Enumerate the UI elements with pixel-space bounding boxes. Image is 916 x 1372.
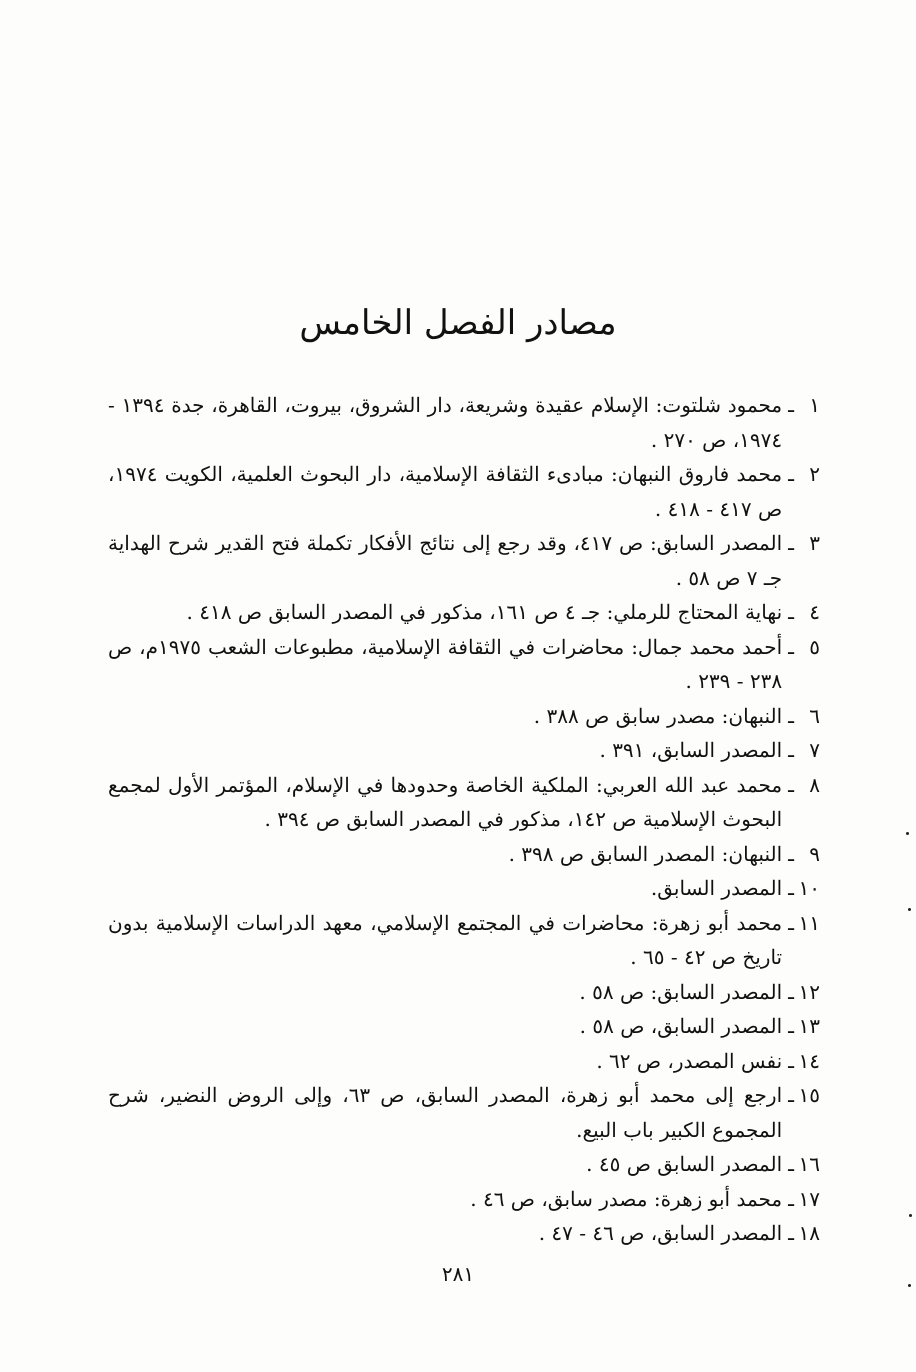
endnote <box>108 1216 820 1251</box>
endnote <box>108 526 820 595</box>
endnotes-list <box>108 388 820 1251</box>
endnote-text: محمد عبد الله العربي: الملكية الخاصة وحدودها في الإسلام، المؤتمر الأول لمجمع البحوث الإسلامية ص ١٤٢، مذكور في المصدر السابق ص ٣٩٤ . <box>108 772 783 831</box>
endnote-dash: ـ <box>788 1048 794 1073</box>
endnote-number: ٧ <box>809 738 820 762</box>
endnote-number: ٨ <box>809 772 820 797</box>
endnote-number: ١١ <box>798 910 820 935</box>
endnote <box>108 1044 820 1079</box>
endnote <box>108 1078 820 1147</box>
endnote-number: ٢ <box>809 462 820 486</box>
endnote-dash: ـ <box>788 634 794 659</box>
endnote-number: ٣ <box>809 531 820 555</box>
scan-speck <box>906 832 909 835</box>
endnote-number: ١٦ <box>798 1152 820 1176</box>
endnote-dash: ـ <box>788 772 794 797</box>
scan-speck <box>909 1214 912 1217</box>
endnote-number: ١ <box>809 393 820 417</box>
endnote-dash: ـ <box>788 600 794 624</box>
endnote <box>108 457 820 526</box>
endnote-dash: ـ <box>788 1014 794 1038</box>
endnote-text: محمد فاروق النبهان: مبادىء الثقافة الإسلامية، دار البحوث العلمية، الكويت ١٩٧٤، ص ٤١٧ - ٤١٨ . <box>108 462 783 521</box>
endnote <box>108 1147 820 1182</box>
endnote-number: ١٤ <box>798 1048 820 1073</box>
endnote-text: محمد أبو زهرة: محاضرات في المجتمع الإسلامي، معهد الدراسات الإسلامية بدون تاريخ ص ٤٢ - ٦٥ . <box>108 910 783 969</box>
endnote-text: المصدر السابق، ٣٩١ . <box>599 738 783 762</box>
endnote <box>108 906 820 975</box>
endnote-number: ٤ <box>809 600 820 624</box>
endnote-number: ٩ <box>809 841 820 866</box>
endnote-dash: ـ <box>788 876 794 900</box>
endnote-dash: ـ <box>788 462 794 486</box>
endnote-text: نهاية المحتاج للرملي: جـ ٤ ص ١٦١، مذكور في المصدر السابق ص ٤١٨ . <box>186 600 783 624</box>
endnote-text: النبهان: المصدر السابق ص ٣٩٨ . <box>508 841 783 866</box>
endnote <box>108 630 820 699</box>
endnote-number: ١٢ <box>798 979 820 1004</box>
endnote <box>108 871 820 906</box>
endnote-dash: ـ <box>788 1221 794 1245</box>
endnote-text: المصدر السابق: ص ٤١٧، وقد رجع إلى نتائج الأفكار تكملة فتح القدير شرح الهداية جـ ٧ ص ٥٨ . <box>108 531 783 590</box>
endnote <box>108 837 820 872</box>
endnote-number: ١٥ <box>798 1083 820 1107</box>
scan-speck <box>908 908 911 911</box>
endnote-text: النبهان: مصدر سابق ص ٣٨٨ . <box>533 703 783 728</box>
endnote-number: ١٧ <box>798 1186 820 1211</box>
endnote-dash: ـ <box>788 738 794 762</box>
endnote-dash: ـ <box>788 531 794 555</box>
endnote <box>108 1182 820 1217</box>
endnote-dash: ـ <box>788 841 794 866</box>
endnote-text: نفس المصدر، ص ٦٢ . <box>596 1048 783 1073</box>
endnote <box>108 1009 820 1044</box>
endnote-dash: ـ <box>788 1152 794 1176</box>
endnote-text: محمود شلتوت: الإسلام عقيدة وشريعة، دار الشروق، بيروت، القاهرة، جدة ١٣٩٤ - ١٩٧٤، ص ٢٧٠ . <box>108 393 783 452</box>
endnote-text: ارجع إلى محمد أبو زهرة، المصدر السابق، ص ٦٣، وإلى الروض النضير، شرح المجموع الكبير باب البيع. <box>108 1083 783 1142</box>
endnote-dash: ـ <box>788 393 794 417</box>
scan-speck <box>908 1284 911 1287</box>
endnote-text: المصدر السابق، ص ٤٦ - ٤٧ . <box>538 1221 783 1245</box>
endnote-number: ١٠ <box>798 876 820 900</box>
chapter-title: مصادر الفصل الخامس <box>299 303 617 343</box>
endnote-text: محمد أبو زهرة: مصدر سابق، ص ٤٦ . <box>470 1186 783 1211</box>
endnote <box>108 388 820 457</box>
endnote-text: المصدر السابق، ص ٥٨ . <box>579 1014 783 1038</box>
endnote-dash: ـ <box>788 979 794 1004</box>
endnote-text: المصدر السابق ص ٤٥ . <box>586 1152 783 1176</box>
endnote <box>108 595 820 630</box>
endnote-number: ٥ <box>809 634 820 659</box>
endnote-text: أحمد محمد جمال: محاضرات في الثقافة الإسلامية، مطبوعات الشعب ١٩٧٥م، ص ٢٣٨ - ٢٣٩ . <box>108 634 783 693</box>
endnote-text: المصدر السابق. <box>650 876 783 900</box>
endnote-text: المصدر السابق: ص ٥٨ . <box>579 979 783 1004</box>
endnote <box>108 699 820 734</box>
endnote <box>108 975 820 1010</box>
endnote <box>108 733 820 768</box>
endnote-number: ١٨ <box>798 1221 820 1245</box>
endnote-dash: ـ <box>788 1083 794 1107</box>
page-number: ٢٨١ <box>441 1262 475 1286</box>
endnote-number: ١٣ <box>798 1014 820 1038</box>
endnote-number: ٦ <box>809 703 820 728</box>
endnote-dash: ـ <box>788 910 794 935</box>
endnote-dash: ـ <box>788 703 794 728</box>
endnote <box>108 768 820 837</box>
endnote-dash: ـ <box>788 1186 794 1211</box>
